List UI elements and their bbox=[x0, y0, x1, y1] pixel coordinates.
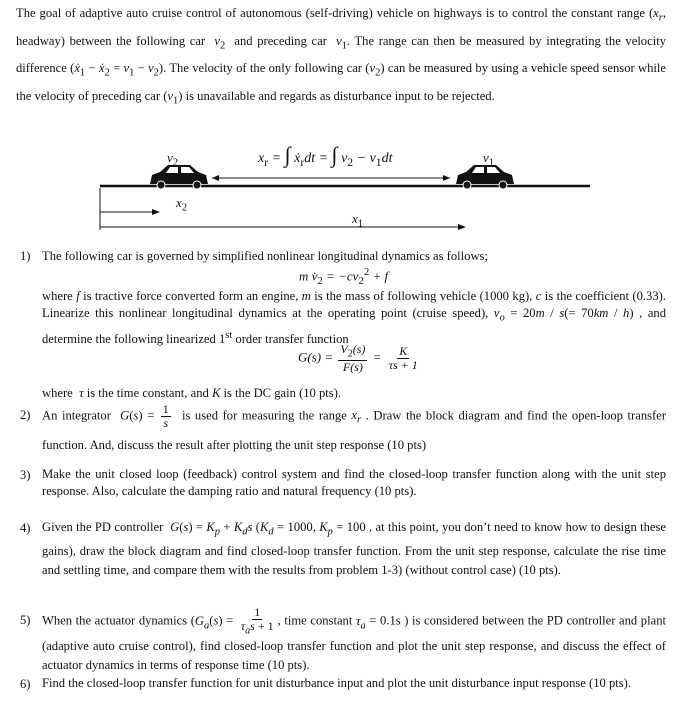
problem-6-text: Find the closed-loop transfer function for unit disturbance input and plot the unit disturbance input response (10 pts). bbox=[42, 676, 631, 690]
problem-1-transfer-function: G(s) = $\frac{V_2(s)}{F(s)}$ = $\frac{K}{\tau s + 1}$ bbox=[298, 342, 418, 375]
problem-4-number: 4) bbox=[20, 521, 31, 535]
problem-4-text: Given the PD controller $G(s) = K_p + K_ds$ ($K_d = 1000$, $K_p = 100$ , at this point, you don’t need to know how to design these gains), draw the block diagram and find closed-loop transfer function. From the unit step response, calculate the rise time and settling time, and compare them with the results from problem 1-3) (without control case) (10 pts). bbox=[42, 520, 667, 577]
highway-figure bbox=[0, 0, 684, 250]
problem-1-equation: m $v̇_2 = -cv_2^2 + f$ bbox=[299, 266, 389, 287]
problem-3-number: 3) bbox=[20, 468, 31, 482]
problem-2-text: An integrator G(s) = $\frac{1}{s}$ is used for measuring the range $x_r$ . Draw the block diagram and find the open-loop transfer function. And, discuss the result after plotting the unit step response (10 pts) bbox=[42, 402, 667, 452]
intro-paragraph: The goal of adaptive auto cruise control of autonomous (self-driving) vehicle on highways is to control the constant range ($x_r$, headway) between the following car $v_2$ and preceding car $v_1$. The range can then be measured by integrating the velocity difference (ẋ$_1$ − ẋ$_2$ = $v_1 - v_2$). The velocity of the only following car $(v_2)$ can be measured by using a vehicle speed sensor while the velocity of preceding car $(v_1)$ is unavailable and regards as disturbance input to be rejected. bbox=[16, 6, 666, 107]
problem-5-number: 5) bbox=[20, 613, 31, 627]
problem-2-number: 2) bbox=[20, 408, 31, 422]
problem-1-number: 1) bbox=[20, 249, 31, 263]
problem-5-text: When the actuator dynamics ($G_a(s)$ = $\frac{1}{\tau_as + 1}$ , time constant $\tau_a = 0.1s$ ) is considered between the PD controller and plant (adaptive auto cruise control), find closed-loop transfer function and plot the unit step response, and discuss the effect of actuator dynamics in terms of response time (10 pts). bbox=[42, 605, 666, 673]
problem-1-text2: where f is tractive force converted form an engine, m is the mass of following vehicle (1000 kg), c is the coefficient (0.33). Linearize this nonlinear longitudinal dynamics at the operating point (cruise speed), $v_o = 20m / s(= 70km / h)$ , and determine the following linearized 1st order transfer function bbox=[42, 289, 667, 346]
problem-1-text3: where τ is the time constant, and K is the DC gain (10 pts). bbox=[42, 386, 342, 400]
figure-label-x2: $x_2$ bbox=[176, 195, 188, 214]
figure-label-x1: $x_1$ bbox=[352, 211, 364, 230]
problem-1-text: The following car is governed by simplified nonlinear longitudinal dynamics as follows; bbox=[42, 249, 488, 263]
problem-3-text: Make the unit closed loop (feedback) control system and find the closed-loop transfer function along with the unit step response. Also, calculate the damping ratio and natural frequency (10 pts). bbox=[42, 467, 666, 498]
figure-equation-xr: $x_r$ = ∫ ẋ$_r$dt = ∫ $v_2 - v_1dt$ bbox=[258, 142, 393, 169]
figure-label-v1: $v_1$ bbox=[483, 150, 495, 169]
problem-6-number: 6) bbox=[20, 677, 31, 691]
figure-label-v2: $v_2$ bbox=[167, 150, 179, 169]
